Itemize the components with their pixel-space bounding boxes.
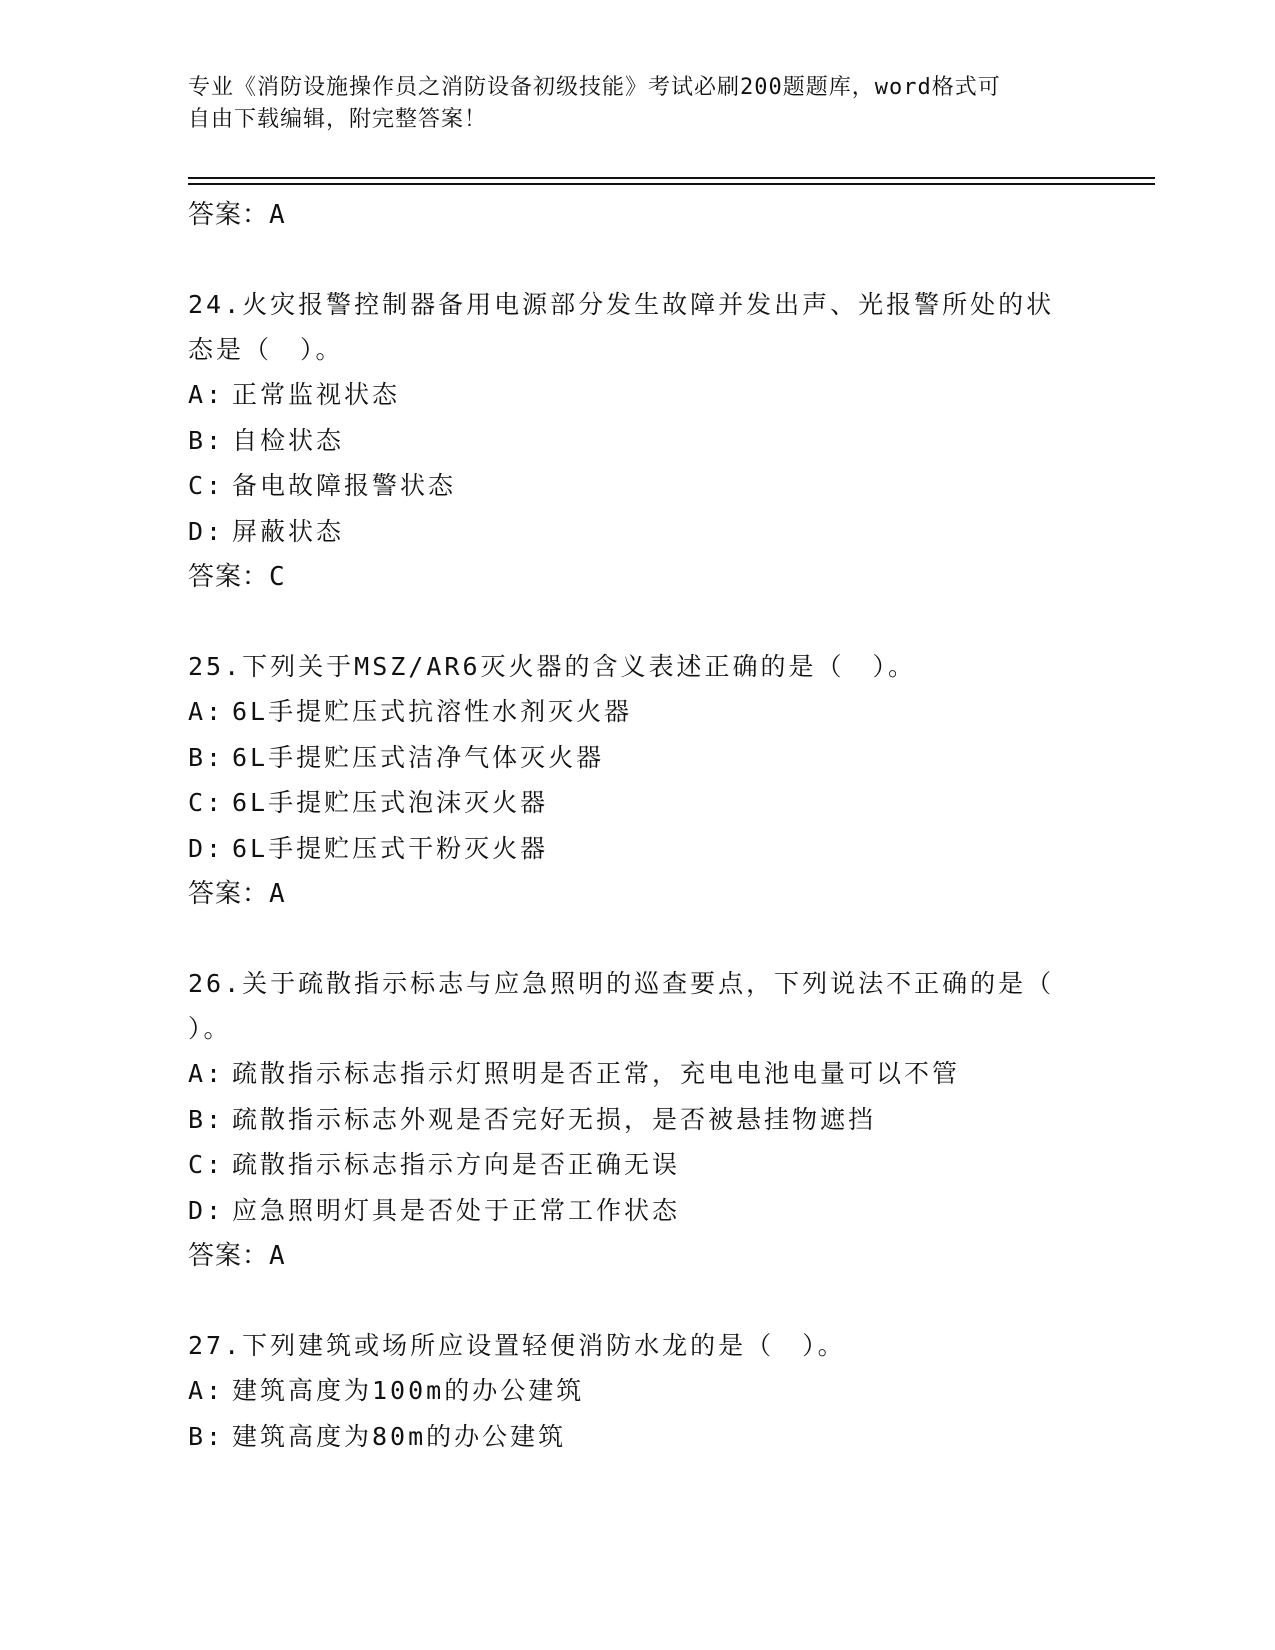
- option-letter: C:: [188, 471, 225, 500]
- option-a: [188, 689, 1088, 735]
- option-text: 应急照明灯具是否处于正常工作状态: [232, 1195, 681, 1225]
- option-letter: D:: [188, 1195, 225, 1225]
- option-b: [188, 735, 1088, 781]
- question-stem-line: 26.关于疏散指示标志与应急照明的巡查要点，下列说法不正确的是（: [188, 969, 1055, 998]
- header-line-1: 专业《消防设施操作员之消防设备初级技能》考试必刷200题题库，word格式可: [188, 75, 1001, 100]
- question-26: [188, 961, 1088, 1279]
- option-letter: A:: [188, 1059, 225, 1088]
- question-list: [188, 192, 1088, 1459]
- question-24: [188, 282, 1088, 600]
- option-text: 6L手提贮压式干粉灭火器: [232, 833, 549, 863]
- option-text: 备电故障报警状态: [232, 471, 457, 500]
- option-letter: D:: [188, 516, 225, 546]
- option-letter: A:: [188, 1376, 225, 1405]
- header-line-2: 自由下载编辑，附完整答案！: [188, 107, 488, 132]
- option-b: [188, 1414, 1088, 1460]
- option-c: [188, 463, 1088, 509]
- question-25: [188, 644, 1088, 917]
- option-d: [188, 1188, 1088, 1234]
- question-stem-line: 25.下列关于MSZ/AR6灭火器的含义表述正确的是（ ）。: [188, 652, 917, 681]
- option-a: [188, 1368, 1088, 1414]
- question-stem-line: 态是（ ）。: [188, 335, 344, 364]
- option-letter: B:: [188, 742, 225, 772]
- option-letter: A:: [188, 697, 225, 726]
- option-text: 疏散指示标志外观是否完好无损，是否被悬挂物遮挡: [232, 1104, 877, 1134]
- option-text: 6L手提贮压式洁净气体灭火器: [232, 742, 605, 772]
- document-header: [188, 72, 1068, 136]
- question-27: [188, 1323, 1088, 1459]
- option-text: 疏散指示标志指示灯照明是否正常，充电电池电量可以不管: [232, 1059, 961, 1088]
- header-divider-bottom: [188, 183, 1155, 185]
- option-a: [188, 1051, 1088, 1097]
- option-b: [188, 1097, 1088, 1143]
- question-stem: [188, 644, 1088, 689]
- option-text: 6L手提贮压式抗溶性水剂灭火器: [232, 697, 633, 726]
- option-letter: B:: [188, 425, 225, 455]
- option-d: [188, 826, 1088, 872]
- answer-line: 答案：A: [188, 200, 286, 230]
- option-text: 正常监视状态: [232, 380, 401, 409]
- option-text: 建筑高度为100m的办公建筑: [232, 1376, 585, 1405]
- option-c: [188, 780, 1088, 826]
- option-text: 自检状态: [232, 425, 345, 455]
- option-text: 屏蔽状态: [232, 516, 345, 546]
- option-d: [188, 509, 1088, 555]
- option-c: [188, 1142, 1088, 1188]
- option-letter: C:: [188, 1150, 225, 1179]
- answer-line: 答案：C: [188, 562, 286, 592]
- option-letter: B:: [188, 1421, 225, 1451]
- question-stem: [188, 1323, 1088, 1368]
- option-text: 建筑高度为80m的办公建筑: [232, 1421, 567, 1451]
- answer-line: 答案：A: [188, 879, 286, 909]
- answer-line: 答案：A: [188, 1241, 286, 1271]
- option-letter: A:: [188, 380, 225, 409]
- question-stem: [188, 282, 1088, 372]
- option-letter: B:: [188, 1104, 225, 1134]
- header-divider-top: [188, 177, 1155, 179]
- option-text: 疏散指示标志指示方向是否正确无误: [232, 1150, 681, 1179]
- question-stem: [188, 961, 1088, 1051]
- option-letter: C:: [188, 788, 225, 817]
- question-stem-line: ）。: [188, 1014, 232, 1043]
- option-b: [188, 418, 1088, 464]
- question-stem-line: 24.火灾报警控制器备用电源部分发生故障并发出声、光报警所处的状: [188, 290, 1055, 319]
- option-text: 6L手提贮压式泡沫灭火器: [232, 788, 549, 817]
- question-stem-line: 27.下列建筑或场所应设置轻便消防水龙的是（ ）。: [188, 1331, 846, 1360]
- option-a: [188, 372, 1088, 418]
- option-letter: D:: [188, 833, 225, 863]
